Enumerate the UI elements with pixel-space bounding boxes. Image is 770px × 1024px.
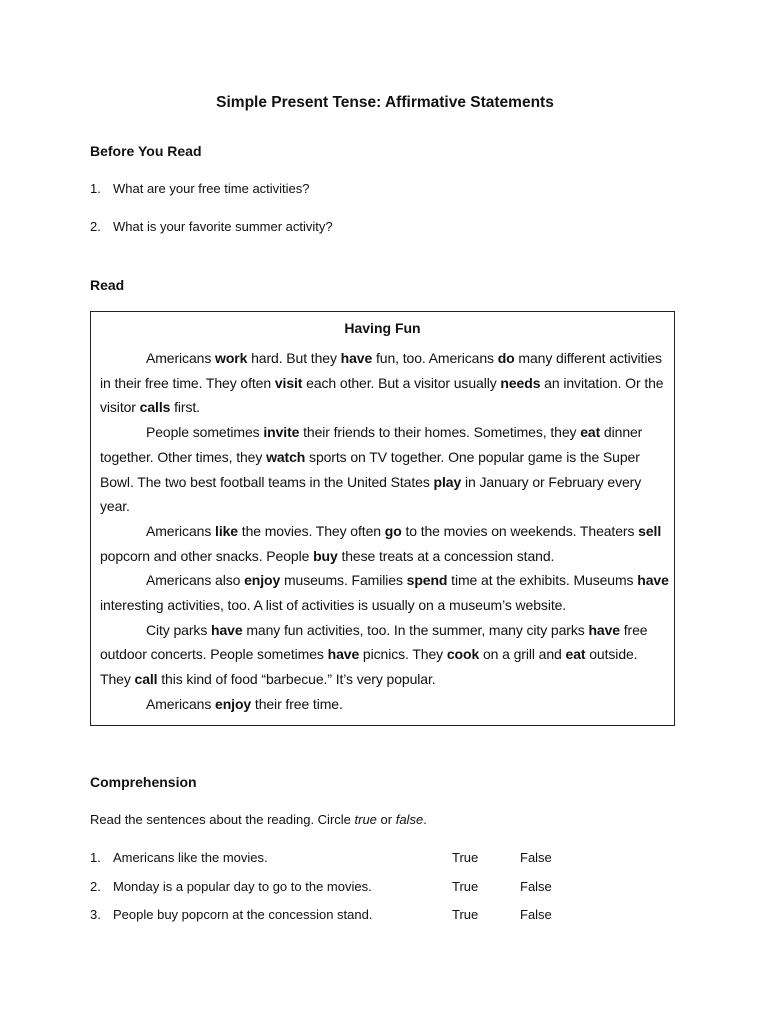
item-number: 2. bbox=[90, 879, 101, 894]
question-number: 2. bbox=[90, 219, 101, 234]
verb-highlight: watch bbox=[266, 448, 306, 465]
verb-highlight: enjoy bbox=[244, 572, 281, 589]
verb-highlight: have bbox=[327, 646, 360, 663]
text-run: Read the sentences about the reading. Circle bbox=[90, 812, 355, 827]
text-run: an invitation. Or the visitor bbox=[100, 374, 664, 416]
reading-paragraph bbox=[100, 346, 670, 420]
verb-highlight: go bbox=[384, 522, 402, 539]
text-run: museums. Families bbox=[280, 572, 407, 589]
reading-title: Having Fun bbox=[344, 320, 421, 336]
verb-highlight: have bbox=[588, 621, 620, 638]
verb-highlight: work bbox=[215, 350, 248, 366]
verb-highlight: have bbox=[637, 572, 669, 589]
reading-paragraph bbox=[100, 420, 670, 519]
emphasis-word: false bbox=[395, 812, 424, 827]
text-run: each other. But a visitor usually bbox=[302, 374, 501, 391]
verb-highlight: like bbox=[215, 522, 238, 539]
verb-highlight: spend bbox=[406, 572, 448, 589]
item-statement: Americans like the movies. bbox=[113, 850, 268, 865]
verb-highlight: do bbox=[497, 350, 515, 366]
before-you-read-heading: Before You Read bbox=[90, 143, 202, 159]
text-run: fun, too. Americans bbox=[372, 350, 498, 366]
text-run: outside. They bbox=[100, 646, 638, 688]
text-run: their friends to their homes. Sometimes, they bbox=[299, 424, 581, 441]
text-run: Americans also bbox=[146, 572, 245, 589]
question-text: What are your free time activities? bbox=[113, 181, 310, 196]
text-run: time at the exhibits. Museums bbox=[447, 572, 638, 589]
text-run: or bbox=[376, 812, 396, 827]
item-statement: People buy popcorn at the concession stand. bbox=[113, 907, 373, 922]
text-run: first. bbox=[170, 399, 200, 416]
text-run: on a grill and bbox=[479, 646, 566, 663]
reading-box bbox=[90, 311, 675, 726]
question-number: 1. bbox=[90, 181, 101, 196]
question-1 bbox=[90, 181, 310, 196]
true-option[interactable]: True bbox=[452, 850, 479, 865]
text-run: popcorn and other snacks. People bbox=[100, 547, 314, 564]
text-run: Americans bbox=[146, 350, 216, 366]
verb-highlight: play bbox=[433, 473, 462, 490]
text-run: hard. But they bbox=[247, 350, 341, 366]
verb-highlight: call bbox=[134, 671, 158, 688]
text-run: sports on TV together. One popular game is the Super Bowl. The two best football teams in the United States bbox=[100, 448, 640, 490]
verb-highlight: sell bbox=[638, 522, 662, 539]
text-run: many fun activities, too. In the summer, many city parks bbox=[242, 621, 589, 638]
question-text: What is your favorite summer activity? bbox=[113, 219, 333, 234]
text-run: interesting activities, too. A list of activities is usually on a museum’s website. bbox=[100, 597, 567, 614]
reading-paragraph bbox=[100, 568, 670, 617]
question-2 bbox=[90, 219, 333, 234]
text-run: City parks bbox=[146, 621, 212, 638]
text-run: Americans bbox=[146, 695, 216, 712]
false-option[interactable]: False bbox=[520, 907, 552, 922]
page-title: Simple Present Tense: Affirmative Statements bbox=[216, 94, 554, 111]
text-run: free outdoor concerts. People sometimes bbox=[100, 621, 648, 663]
text-run: Americans bbox=[146, 522, 216, 539]
text-run: in January or February every year. bbox=[100, 473, 642, 515]
verb-highlight: visit bbox=[274, 374, 303, 391]
verb-highlight: eat bbox=[565, 646, 586, 663]
text-run: many different activities in their free time. They often bbox=[100, 350, 662, 391]
verb-highlight: have bbox=[340, 350, 373, 366]
true-option[interactable]: True bbox=[452, 879, 479, 894]
reading-paragraph bbox=[100, 519, 670, 568]
comprehension-heading: Comprehension bbox=[90, 774, 197, 790]
item-number: 3. bbox=[90, 907, 101, 922]
verb-highlight: calls bbox=[139, 399, 171, 416]
text-run: People sometimes bbox=[146, 424, 264, 441]
false-option[interactable]: False bbox=[520, 879, 552, 894]
tf-item-1 bbox=[90, 850, 690, 870]
text-run: dinner together. Other times, they bbox=[100, 424, 643, 465]
verb-highlight: have bbox=[211, 621, 243, 638]
verb-highlight: eat bbox=[580, 424, 601, 441]
reading-paragraph bbox=[100, 692, 670, 717]
item-number: 1. bbox=[90, 850, 101, 865]
text-run: these treats at a concession stand. bbox=[337, 547, 555, 564]
item-statement: Monday is a popular day to go to the movies. bbox=[113, 879, 372, 894]
comprehension-instruction bbox=[90, 812, 427, 827]
verb-highlight: cook bbox=[446, 646, 480, 663]
tf-item-2 bbox=[90, 879, 690, 899]
text-run: the movies. They often bbox=[237, 522, 385, 539]
verb-highlight: needs bbox=[500, 374, 541, 391]
text-run: to the movies on weekends. Theaters bbox=[401, 522, 639, 539]
emphasis-word: true bbox=[354, 812, 377, 827]
reading-paragraph bbox=[100, 618, 670, 692]
false-option[interactable]: False bbox=[520, 850, 552, 865]
true-option[interactable]: True bbox=[452, 907, 479, 922]
verb-highlight: enjoy bbox=[215, 695, 252, 712]
reading-body bbox=[100, 346, 670, 717]
tf-item-3 bbox=[90, 907, 690, 927]
text-run: . bbox=[423, 812, 427, 827]
text-run: picnics. They bbox=[359, 646, 447, 663]
verb-highlight: buy bbox=[313, 547, 338, 564]
read-heading: Read bbox=[90, 277, 125, 293]
text-run: their free time. bbox=[251, 695, 343, 712]
verb-highlight: invite bbox=[263, 424, 300, 441]
text-run: this kind of food “barbecue.” It’s very popular. bbox=[157, 671, 436, 688]
